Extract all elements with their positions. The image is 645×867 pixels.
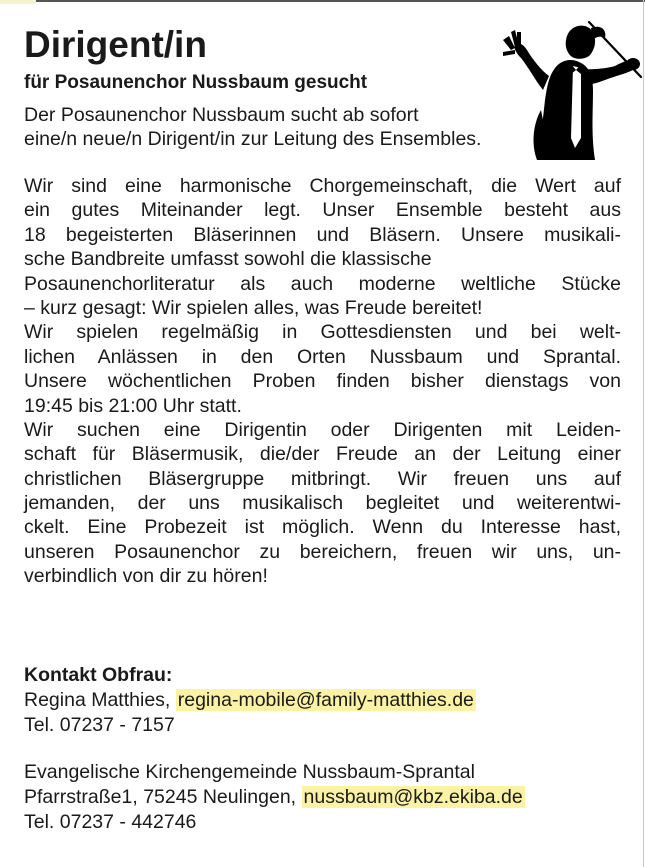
body-line: ckelt. Eine Probezeit ist möglich. Wenn du Interesse hast, <box>24 516 621 539</box>
body-line: Unsere wöchentlichen Proben finden bisher dienstags von <box>24 370 621 393</box>
church-section <box>24 760 525 835</box>
conductor-silhouette-icon <box>497 14 645 160</box>
church-address: Pfarrstraße1, 75245 Neulingen, <box>24 786 297 808</box>
body-line: 19:45 bis 21:00 Uhr statt. <box>24 394 242 417</box>
intro-line: Der Posaunenchor Nussbaum sucht ab sofort <box>24 104 419 126</box>
body-line: verbindlich von dir zu hören! <box>24 565 268 588</box>
ad-title: Dirigent/in <box>24 24 207 65</box>
church-address-row <box>24 785 525 810</box>
intro-paragraph <box>24 104 524 151</box>
ad-subtitle: für Posaunenchor Nussbaum gesucht <box>24 72 368 93</box>
intro-line: eine/n neue/n Dirigent/in zur Leitung des Ensembles. <box>24 127 482 150</box>
contact-name-row <box>24 688 476 713</box>
contact-email-link[interactable]: regina-mobile@family-matthies.de <box>177 689 474 711</box>
contact-phone: Tel. 07237 - 7157 <box>24 714 175 736</box>
body-paragraphs <box>24 174 621 589</box>
contact-name: Regina Matthies, <box>24 689 171 711</box>
body-line: Wir sind eine harmonische Chorgemeinschaft, die Wert auf <box>24 175 621 197</box>
body-line: Posaunenchorliteratur als auch moderne weltliche Stücke <box>24 272 621 295</box>
church-name: Evangelische Kirchengemeinde Nussbaum-Sprantal <box>24 761 475 783</box>
top-tab-mark <box>0 0 36 4</box>
church-email-link[interactable]: nussbaum@kbz.ekiba.de <box>303 786 523 808</box>
contact-section <box>24 663 476 738</box>
body-line: ein gutes Miteinander legt. Unser Ensemble besteht aus <box>24 199 621 222</box>
body-line: Wir spielen regelmäßig in Gottesdiensten und bei welt- <box>24 321 621 344</box>
body-line: unseren Posaunenchor zu bereichern, freuen wir uns, un- <box>24 540 621 563</box>
body-line: lichen Anlässen in den Orten Nussbaum und Sprantal. <box>24 345 621 368</box>
body-line: christlichen Bläsergruppe mitbringt. Wir freuen uns auf <box>24 467 621 490</box>
body-line: – kurz gesagt: Wir spielen alles, was Freude bereitet! <box>24 296 483 319</box>
top-border <box>0 0 645 2</box>
body-line: schaft für Bläsermusik, die/der Freude an der Leitung einer <box>24 443 621 466</box>
body-line: Wir suchen eine Dirigentin oder Dirigenten mit Leiden- <box>24 418 621 441</box>
body-line: jemanden, der uns musikalisch begleitet und weiterentwi- <box>24 492 621 515</box>
church-phone: Tel. 07237 - 442746 <box>24 811 197 833</box>
body-line: sche Bandbreite umfasst sowohl die klassische <box>24 248 432 271</box>
body-line: 18 begeisterten Bläserinnen und Bläsern. Unsere musikali- <box>24 223 621 246</box>
contact-heading: Kontakt Obfrau: <box>24 664 173 686</box>
